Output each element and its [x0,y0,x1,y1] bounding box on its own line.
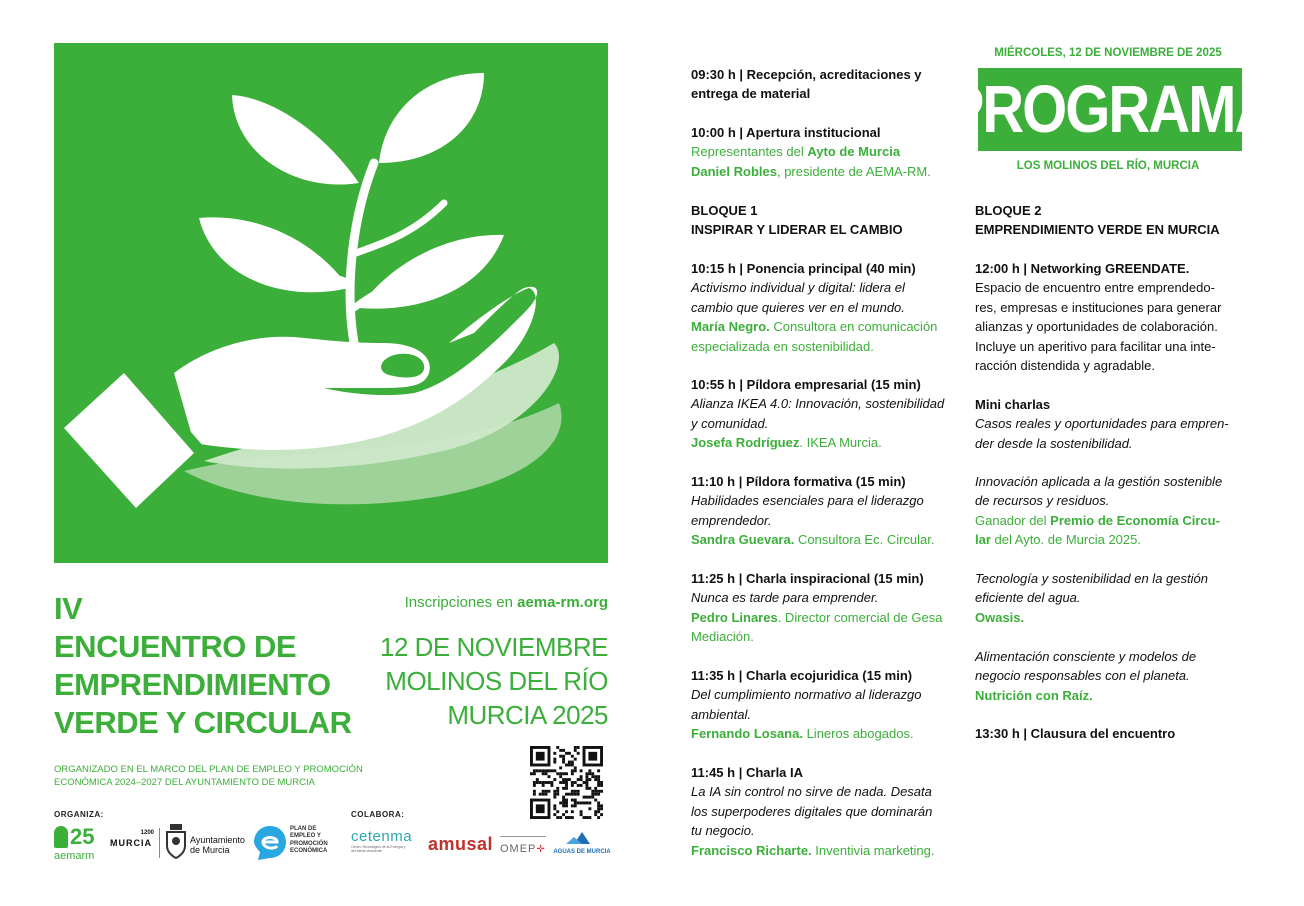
aemarm-logo[interactable] [54,826,104,862]
speaker-name: Ayto de Murcia [807,144,901,160]
omep-rule [500,836,546,837]
event-title-line: IV [54,591,83,626]
event-title-line: VERDE Y CIRCULAR [54,705,352,740]
plant-in-hand-icon [54,43,608,563]
session-title: 11:35 h | Charla ecojuridica (15 min) [691,668,913,683]
speaker-name: María Negro. [691,319,770,335]
omep-logo[interactable] [500,836,546,857]
session-desc: der desde la sostenibilidad. [975,435,1133,451]
mini-talk-item [975,569,1208,627]
session-desc: Habilidades esenciales para el liderazgo [691,493,924,509]
session-desc: negocio responsables con el planeta. [975,668,1190,684]
bloque-2-heading [975,201,1220,240]
session-desc: eficiente del agua. [975,590,1081,606]
ayto-line: de Murcia [190,845,230,855]
agenda-title-line: entrega de material [691,86,811,102]
event-date-line: 12 DE NOVIEMBRE [379,632,608,662]
mini-charlas-heading [975,395,1229,453]
aemarm-number: 25 [70,824,95,849]
session-desc: Alianza IKEA 4.0: Innovación, sostenibilidad [691,396,945,412]
event-date-line: MOLINOS DEL RÍO [385,666,608,696]
aemarm-name: aemarm [54,850,95,862]
bloque-heading-line: INSPIRAR Y LIDERAR EL CAMBIO [691,222,903,238]
omep-name: OMEP [500,843,537,855]
mini-talk-item [975,472,1222,550]
plan-empleo-icon [252,824,288,862]
session-desc: res, empresas e instituciones para generar [975,299,1222,315]
aguas-wave-icon [552,830,612,844]
organized-note-line: ECONÓMICA 2024–2027 DEL AYUNTAMIENTO DE MURCIA [54,777,315,788]
ayto-crest-icon [164,824,188,860]
organized-note [54,763,394,789]
speaker-name: Pedro Linares [691,609,778,625]
plan-empleo-text[interactable] [290,826,328,856]
session-title: Mini charlas [975,397,1051,412]
speaker-text: especializada en sostenibilidad. [691,338,874,354]
qr-code-icon [530,746,603,819]
speaker-text: Lineros abogados. [802,726,914,742]
session-desc: Casos reales y oportunidades para empren- [975,416,1229,432]
plan-line: PLAN DE [290,826,317,832]
omep-plus-icon: ✛ [536,844,545,855]
program-date: MIÉRCOLES, 12 DE NOVIEMBRE DE 2025 [994,47,1222,59]
agenda-title: 10:00 h | Apertura institucional [691,125,881,140]
speaker-name: Fernando Losana. [691,726,803,742]
plan-line: EMPLEO Y [290,833,321,840]
session-desc: cambio que quieres ver en el mundo. [691,299,905,315]
cetenma-logo[interactable] [351,828,423,853]
speaker-name: Nutrición con Raíz. [975,687,1093,703]
session-item [691,259,937,356]
session-desc: racción distendida y agradable. [975,358,1155,374]
cetenma-subtitle: Centro Tecnológico de la Energía y del Medio Ambiente [351,845,406,853]
speaker-name: lar [975,532,991,548]
session-desc: los superpoderes digitales que dominarán [691,803,933,819]
session-desc: Incluye un aperitivo para facilitar una inte- [975,338,1216,354]
mini-talk-item [975,647,1196,705]
session-item [691,569,942,647]
session-title: 11:10 h | Píldora formativa (15 min) [691,474,906,489]
murcia-1200-logo[interactable] [110,830,156,856]
session-title: 10:55 h | Píldora empresarial (15 min) [691,377,921,392]
murcia-small-text: 1200 [140,830,154,836]
session-desc: La IA sin control no sirve de nada. Desata [691,784,932,800]
speaker-text: Ganador del [975,512,1051,528]
speaker-name: Francisco Richarte. [691,842,812,858]
speaker-name: Premio de Economía Circu- [1050,512,1220,528]
session-item [691,375,944,453]
speaker-text: Consultora en comunicación [769,319,938,335]
speaker-text: . Director comercial de Gesa [777,609,943,625]
session-desc: Tecnología y sostenibilidad en la gestión [975,571,1208,586]
logo-divider [159,828,160,858]
cetenma-name: cetenma [351,828,413,845]
session-desc: Nunca es tarde para emprender. [691,590,879,606]
plan-line: ECONÓMICA [290,848,328,855]
speaker-text: Representantes del [691,144,808,160]
plan-line: PROMOCIÓN [290,840,328,847]
session-desc: emprendedor. [691,512,772,528]
colabora-label: COLABORA: [351,810,405,819]
session-desc: Innovación aplicada a la gestión sostenible [975,474,1223,489]
session-title: 13:30 h | Clausura del encuentro [975,726,1176,741]
organized-note-line: ORGANIZADO EN EL MARCO DEL PLAN DE EMPLEO Y PROMOCIÓN [54,764,363,775]
session-item [691,472,935,550]
speaker-name: Daniel Robles [691,163,777,179]
event-title [54,590,394,742]
session-desc: Alimentación consciente y modelos de [975,649,1197,664]
networking-item [975,259,1221,375]
speaker-text: del Ayto. de Murcia 2025. [990,532,1141,548]
event-date-block [370,630,608,732]
speaker-name: Josefa Rodríguez [691,435,800,451]
hero-illustration [54,43,608,563]
speaker-text: Mediación. [691,629,754,645]
session-desc: Espacio de encuentro entre emprendedo- [975,280,1215,296]
registration-prefix: Inscripciones en [404,594,518,611]
aguas-murcia-logo[interactable] [552,830,612,860]
speaker-name: Owasis. [975,609,1025,625]
bloque-heading-line: EMPRENDIMIENTO VERDE EN MURCIA [975,222,1220,238]
event-title-line: ENCUENTRO DE [54,629,297,664]
qr-code[interactable] [530,746,603,819]
speaker-name: Sandra Guevara. [691,532,795,548]
session-title: 11:25 h | Charla inspiracional (15 min) [691,571,924,586]
bloque-heading-line: BLOQUE 1 [691,203,758,218]
event-title-line: EMPRENDIMIENTO [54,667,331,702]
program-title: PROGRAMA [945,72,1275,147]
session-desc: de recursos y residuos. [975,493,1110,509]
session-desc: y comunidad. [691,415,769,431]
speaker-text: Consultora Ec. Circular. [794,532,935,548]
bloque-heading-line: BLOQUE 2 [975,203,1042,218]
session-item [691,666,922,744]
agenda-title-line: 09:30 h | Recepción, acreditaciones y [691,67,922,82]
session-title: 12:00 h | Networking GREENDATE. [975,261,1190,276]
session-desc: alianzas y oportunidades de colaboración. [975,319,1218,335]
organiza-label: ORGANIZA: [54,810,104,819]
session-title: 11:45 h | Charla IA [691,765,804,780]
registration-text [380,594,608,611]
ayto-logo-text[interactable] [190,835,245,855]
speaker-text: . IKEA Murcia. [799,435,882,451]
event-date-line: MURCIA 2025 [447,700,608,730]
registration-link[interactable]: aema-rm.org [517,594,608,611]
ayto-line: Ayuntamiento [190,835,245,845]
speaker-text: , presidente de AEMA-RM. [776,163,931,179]
murcia-text: MURCIA [110,838,152,848]
speaker-text: Inventivia marketing. [811,842,935,858]
session-desc: Activismo individual y digital: lidera el [691,280,905,296]
clausura-item [975,724,1175,743]
agenda-item-recepcion [691,65,922,104]
session-item [691,763,935,860]
aguas-name: AGUAS DE MURCIA [553,849,611,855]
amusal-logo[interactable]: amusal [428,834,494,854]
session-desc: tu negocio. [691,823,755,839]
session-title: 10:15 h | Ponencia principal (40 min) [691,261,916,276]
leaf-icon [54,826,68,848]
program-title-box [945,68,1275,151]
session-desc: Del cumplimiento normativo al liderazgo [691,687,922,703]
session-desc: ambiental. [691,706,751,722]
bloque-1-heading [691,201,903,240]
program-location: LOS MOLINOS DEL RÍO, MURCIA [1016,160,1200,172]
agenda-item-apertura [691,123,931,181]
